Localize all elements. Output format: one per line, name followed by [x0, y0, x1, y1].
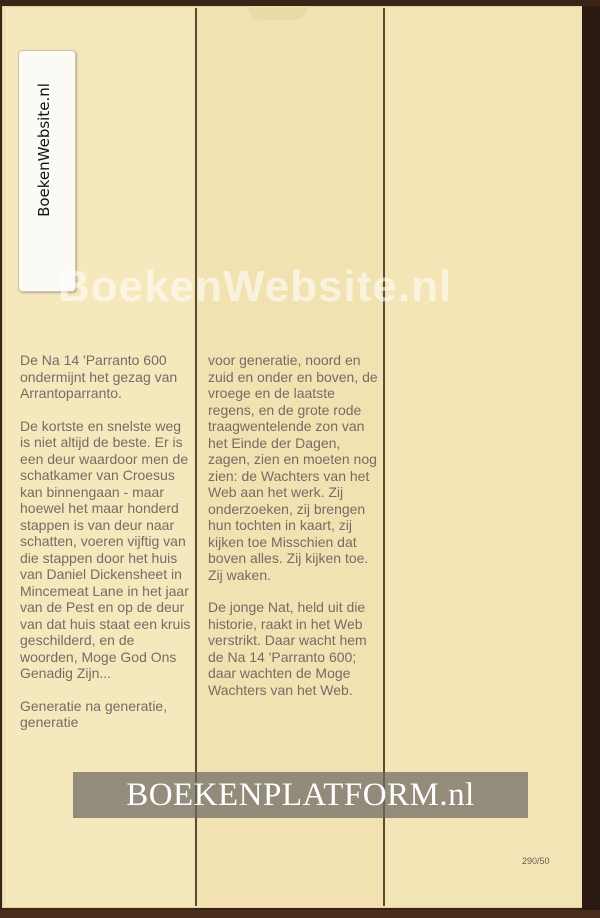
bottom-shadow — [0, 910, 600, 918]
blurb-column-1 — [20, 352, 192, 747]
top-tab — [248, 6, 308, 20]
blurb-paragraph: De kortste en snelste weg is niet altijd de beste. Er is een deur waardoor men de schatkamer van Croesus kan binnengaan - maar hoewel het maar honderd stappen is van deur naar schatten, voeren vijftig van die stappen door het huis van Daniel Dickensheet in Mincemeat Lane in het jaar van de Pest en op de deur van dat huis staat een kruis geschilderd, en de woorden, Moge God Ons Genadig Zijn... — [20, 417, 191, 681]
banner-text: BOEKENPLATFORM.nl — [126, 777, 475, 813]
sticker-text: BoekenWebsite.nl — [35, 83, 53, 217]
blurb-paragraph: voor generatie, noord en zuid en onder en boven, de vroege en de laatste regens, en de grote rode traagwentelende zon van het Einde der Dagen, zagen, zien en moeten nog zien: de Wachters van het Web aan het werk. Zij onderzoeken, zij brengen hun tochten in kaart, zij kijken toe Misschien dat boven alles. Zij kijken toe. Zij waken. — [208, 352, 378, 583]
watermark-banner — [73, 772, 528, 818]
blurb-paragraph: De jonge Nat, held uit die historie, raakt in het Web verstrikt. Daar wacht hem de Na 14 'Parranto 600; daar wachten de Moge Wachters van het Web. — [208, 599, 367, 698]
blurb-column-2 — [208, 352, 380, 714]
blurb-paragraph: De Na 14 'Parranto 600 ondermijnt het gezag van Arrantoparranto. — [20, 352, 178, 401]
ghost-watermark: BoekenWebsite.nl — [58, 262, 453, 311]
price-code: 290/50 — [522, 856, 550, 866]
edge-shadow — [582, 6, 600, 911]
blurb-paragraph: Generatie na generatie, generatie — [20, 697, 168, 730]
